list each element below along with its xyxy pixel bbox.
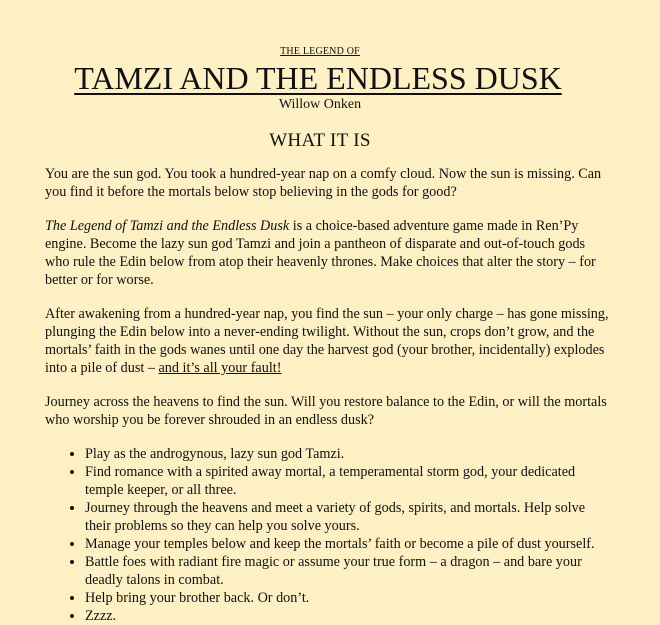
section-heading: WHAT IT IS bbox=[269, 130, 371, 151]
list-item: • Help bring your brother back. Or don’t. bbox=[85, 589, 610, 607]
document-title: TAMZI AND THE ENDLESS DUSK bbox=[74, 60, 562, 96]
feature-list bbox=[45, 445, 610, 625]
paragraph-journey: Journey across the heavens to find the sun. Will you restore balance to the Edin, or will the mortals who worship you be forever shrouded in an endless dusk? bbox=[45, 394, 607, 428]
document-body bbox=[45, 165, 610, 625]
list-item: • Manage your temples below and keep the mortals’ faith or become a pile of dust yourself. bbox=[85, 535, 610, 553]
list-item: • Battle foes with radiant fire magic or assume your true form – a dragon – and bare your deadly talons in combat. bbox=[85, 553, 610, 589]
list-item: • Find romance with a spirited away mortal, a temperamental storm god, your dedicated temple keeper, or all three. bbox=[85, 463, 610, 499]
list-item: • Zzzz. bbox=[85, 607, 610, 625]
title-kicker: THE LEGEND OF bbox=[280, 46, 360, 57]
list-item: • Play as the androgynous, lazy sun god Tamzi. bbox=[85, 445, 610, 463]
paragraph-story bbox=[45, 305, 610, 377]
paragraph-intro: You are the sun god. You took a hundred-year nap on a comfy cloud. Now the sun is missing. Can you find it before the mortals below stop believing in the gods for good? bbox=[45, 166, 602, 200]
paragraph-story-text: After awakening from a hundred-year nap, you find the sun – your only charge – has gone missing, plunging the Edin below into a never-ending twilight. Without the sun, crops don’t grow, and the mortals’ faith in the gods wanes until one day the harvest god (your brother, incidentally) explodes into a pile of dust – bbox=[45, 306, 609, 376]
author-name: Willow Onken bbox=[278, 97, 362, 112]
game-title-italic: The Legend of Tamzi and the Endless Dusk bbox=[45, 218, 290, 234]
paragraph-game-description bbox=[45, 217, 610, 289]
underlined-phrase: and it’s all your fault! bbox=[158, 360, 282, 376]
list-item: • Journey through the heavens and meet a variety of gods, spirits, and mortals. Help solve their problems so they can help you solve yours. bbox=[85, 499, 610, 535]
paragraph-game-description-text: is a choice-based adventure game made in Ren’Py engine. Become the lazy sun god Tamzi and join a pantheon of disparate and out-of-touch gods who rule the Edin below from atop their heavenly thrones. Make choices that alter the story – for better or for worse. bbox=[45, 218, 596, 288]
